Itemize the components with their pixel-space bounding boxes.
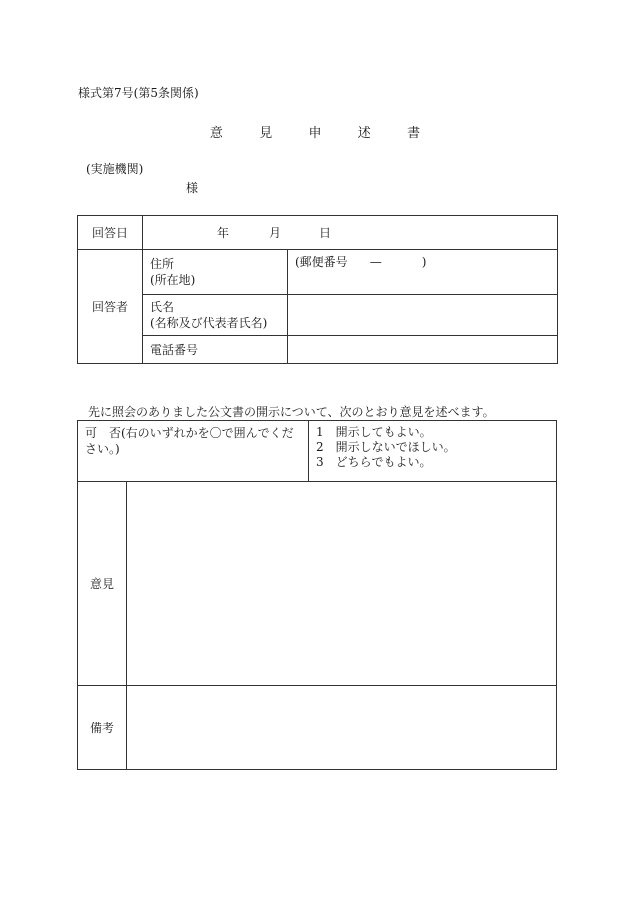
opinion-field[interactable] <box>127 482 557 686</box>
postal-code-label: (郵便番号 <box>295 255 348 269</box>
title-char-2: 見 <box>259 126 273 141</box>
name-label-line-1: 氏名 <box>150 300 175 314</box>
form-reference: 様式第7号(第5条関係) <box>78 86 199 100</box>
option-do-not-disclose[interactable]: 2 開示しないでほしい。 <box>316 440 456 454</box>
postal-code-dash: — <box>369 255 382 269</box>
option-disclose-ok[interactable]: 1 開示してもよい。 <box>316 425 432 439</box>
opinion-table <box>77 420 557 770</box>
answer-date-field[interactable] <box>143 216 558 250</box>
phone-field[interactable] <box>288 336 558 364</box>
name-label-line-2: (名称及び代表者氏名) <box>150 316 268 330</box>
title-char-1: 意 <box>209 126 223 141</box>
postal-code-close: ) <box>421 255 427 269</box>
phone-label: 電話番号 <box>143 336 288 364</box>
title-char-4: 述 <box>357 126 371 141</box>
address-label-line-1: 住所 <box>150 257 175 271</box>
remarks-label: 備考 <box>78 686 127 770</box>
intro-text: 先に照会のありました公文書の開示について、次のとおり意見を述べます。 <box>88 405 495 419</box>
respondent-table <box>77 215 558 364</box>
name-field[interactable] <box>288 295 558 336</box>
remarks-field[interactable] <box>127 686 557 770</box>
document-title <box>0 122 630 141</box>
respondent-label: 回答者 <box>78 250 143 364</box>
address-field[interactable] <box>288 250 558 295</box>
opinion-label: 意見 <box>78 482 127 686</box>
title-char-5: 書 <box>407 126 421 141</box>
name-label <box>143 295 288 336</box>
option-either[interactable]: 3 どちらでもよい。 <box>316 455 432 469</box>
year-label: 年 <box>217 225 230 240</box>
date-label: 回答日 <box>78 216 143 250</box>
approval-label: 可 否(右のいずれかを〇で囲んでください。) <box>78 421 309 482</box>
title-char-3: 申 <box>308 126 322 141</box>
address-label-line-2: (所在地) <box>150 273 196 287</box>
month-label: 月 <box>269 225 282 240</box>
agency-label: (実施機関) <box>86 162 144 176</box>
day-label: 日 <box>319 225 332 240</box>
address-label <box>143 250 288 295</box>
honorific: 様 <box>186 181 199 195</box>
approval-options[interactable] <box>309 421 557 482</box>
